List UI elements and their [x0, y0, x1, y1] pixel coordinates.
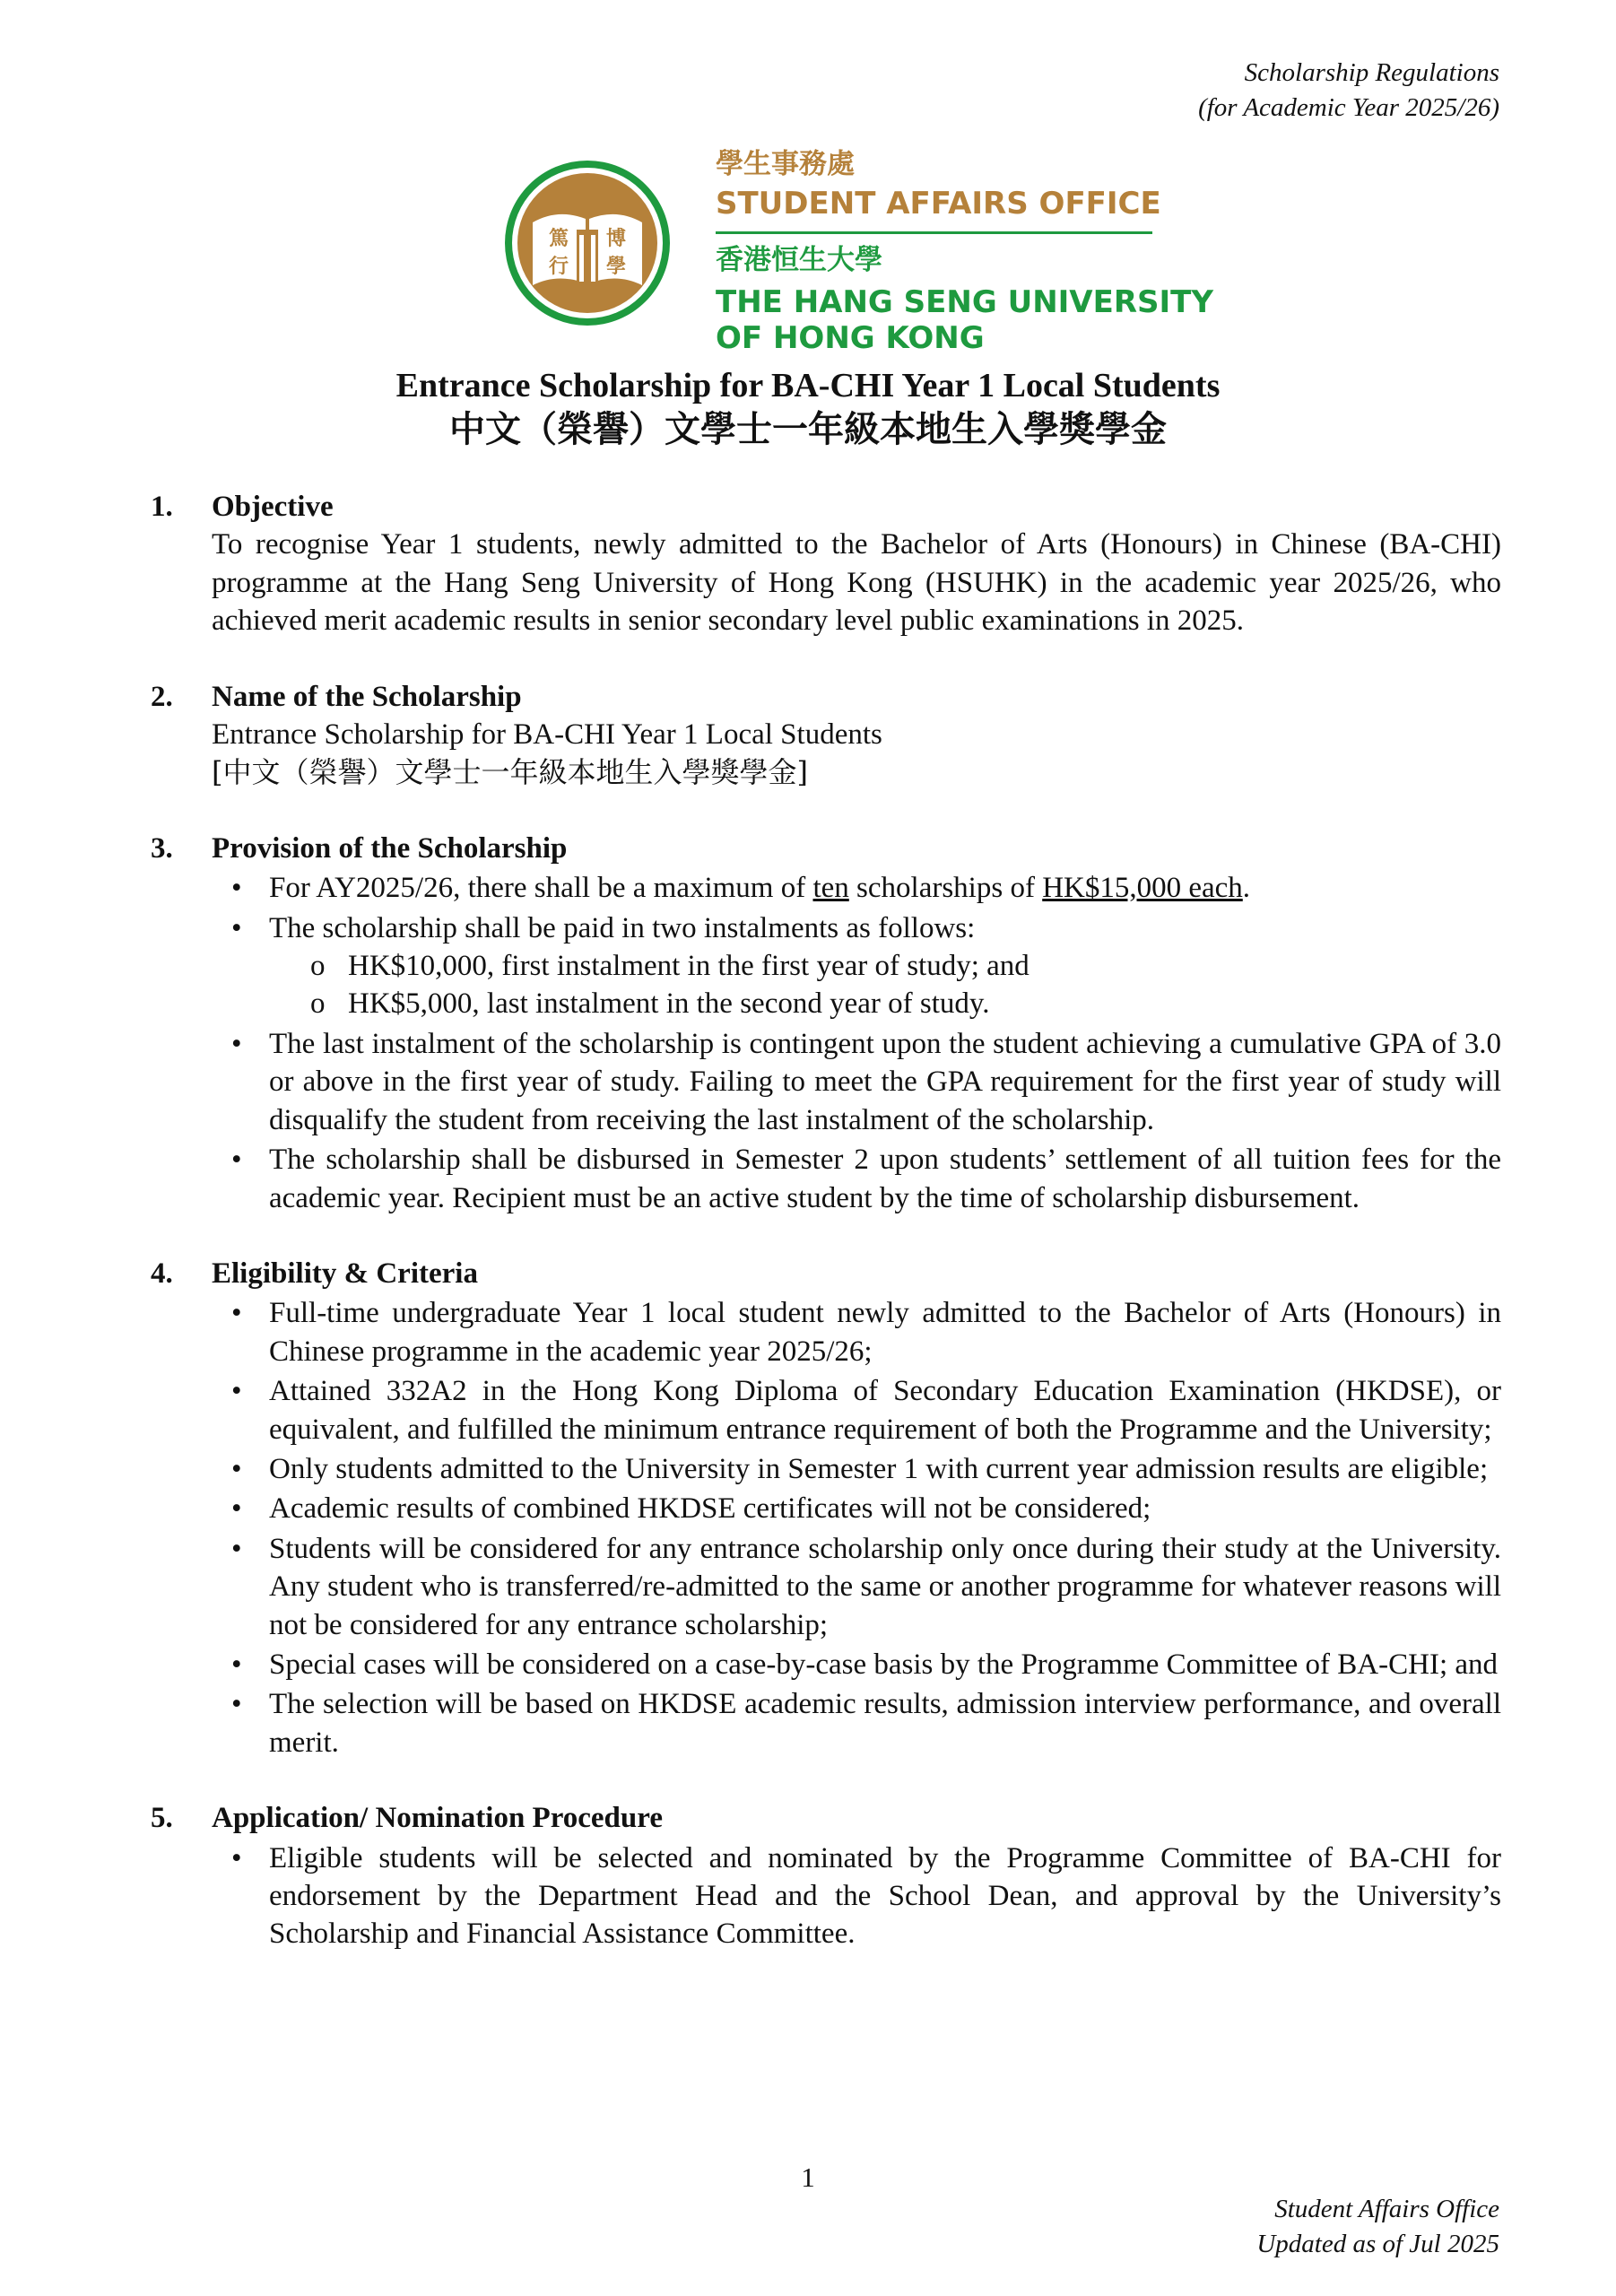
scholarship-count: ten: [812, 872, 849, 905]
list-item: • The last instalment of the scholarship is contingent upon the student achieving a cumulative GPA of 3.0 or above in the first year of study. Failing to meet the GPA requirement for the first year of study will disqualify the student from receiving the last instalment of the scholarship.: [212, 1025, 1501, 1139]
section-heading: Application/ Nomination Procedure: [212, 1802, 663, 1835]
logo-divider: [716, 231, 1152, 234]
document-title-zh: 中文（榮譽）文學士一年級本地生入學獎學金: [449, 409, 1167, 450]
section-application-procedure: [151, 1799, 1501, 1953]
section-scholarship-name: [151, 678, 1501, 792]
list-item: [212, 869, 1501, 907]
header-note: [961, 56, 1499, 126]
list-item: • Eligible students will be selected and nominated by the Programme Committee of BA-CHI for endorsement by the Department Head and the School Dean, and approval by the University’s Scholarship and Financial Assistance Committee.: [212, 1839, 1501, 1953]
section-number: 3.: [151, 831, 173, 865]
list-item: • Special cases will be considered on a case-by-case basis by the Programme Committee of BA-CHI; and: [212, 1646, 1501, 1683]
instalment-item: o HK$10,000, first instalment in the first year of study; and: [269, 947, 1501, 985]
office-name-en: STUDENT AFFAIRS OFFICE: [716, 186, 1161, 222]
seal-char-2: 博: [605, 228, 627, 250]
document-title: Entrance Scholarship for BA-CHI Year 1 Local Students: [395, 367, 1221, 404]
seal-char-3: 行: [548, 256, 569, 278]
section-heading: Name of the Scholarship: [212, 680, 522, 713]
scholarship-amount: HK$15,000 each: [1042, 872, 1243, 905]
university-seal-icon: [502, 158, 673, 328]
scholarship-name-en: Entrance Scholarship for BA-CHI Year 1 Local Students: [212, 718, 882, 752]
university-name-en-line-1: THE HANG SENG UNIVERSITY: [716, 284, 1213, 320]
provision-list: [212, 869, 1501, 1217]
procedure-list: [212, 1839, 1501, 1953]
logo-wordmark: [716, 148, 1213, 359]
provision-text: For AY2025/26, there shall be a maximum of: [269, 872, 813, 905]
page-number: 1: [801, 2161, 815, 2193]
header-line-1: Scholarship Regulations: [1244, 58, 1499, 87]
list-item: [212, 909, 1501, 1023]
section-number: 5.: [151, 1802, 173, 1835]
provision-text: .: [1242, 872, 1251, 905]
section-eligibility: [151, 1255, 1501, 1761]
footer-line-1: Student Affairs Office: [1274, 2195, 1499, 2223]
list-item: • Full-time undergraduate Year 1 local student newly admitted to the Bachelor of Arts (Honours) in Chinese programme in the academic year 2025/26;: [212, 1294, 1501, 1370]
section-number: 2.: [151, 680, 173, 713]
seal-char-1: 篤: [548, 228, 569, 250]
header-line-2: (for Academic Year 2025/26): [1198, 93, 1499, 122]
instalment-item: o HK$5,000, last instalment in the second year of study.: [269, 985, 1501, 1022]
scholarship-name-zh: [中文（榮譽）文學士一年級本地生入學獎學金]: [212, 755, 808, 790]
list-item: • Attained 332A2 in the Hong Kong Diploma of Secondary Education Examination (HKDSE), or equivalent, and fulfilled the minimum entrance requirement of both the Programme and the University;: [212, 1372, 1501, 1448]
section-paragraph: To recognise Year 1 students, newly admitted to the Bachelor of Arts (Honours) in Chinese (BA-CHI) programme at the Hang Seng University of Hong Kong (HSUHK) in the academic year 2025/26, who achieved merit academic results in senior secondary level public examinations in 2025.: [212, 528, 1501, 638]
university-name-zh: 香港恒生大學: [716, 244, 882, 276]
list-item: • Only students admitted to the University in Semester 1 with current year admission results are eligible;: [212, 1450, 1501, 1488]
footer-note: [961, 2192, 1499, 2262]
university-name-en-line-2: OF HONG KONG: [716, 320, 985, 356]
list-item: • Academic results of combined HKDSE certificates will not be considered;: [212, 1490, 1501, 1527]
list-item: • The scholarship shall be disbursed in Semester 2 upon students’ settlement of all tuition fees for the academic year. Recipient must be an active student by the time of scholarship disbursement.: [212, 1141, 1501, 1217]
eligibility-list: [212, 1294, 1501, 1761]
university-logo: [502, 148, 1213, 356]
section-number: 4.: [151, 1257, 173, 1290]
section-heading: Provision of the Scholarship: [212, 831, 568, 865]
section-number: 1.: [151, 491, 173, 523]
list-item: • Students will be considered for any entrance scholarship only once during their study at the University. Any student who is transferred/re-admitted to the same or another programme for whatever reasons will not be considered for any entrance scholarship;: [212, 1530, 1501, 1644]
instalment-list: [269, 947, 1501, 1023]
document-body: [151, 488, 1501, 1991]
section-provision: [151, 830, 1501, 1217]
section-objective: [151, 488, 1501, 640]
footer-line-2: Updated as of Jul 2025: [1256, 2230, 1499, 2258]
provision-text: scholarships of: [848, 872, 1043, 905]
provision-text: The scholarship shall be paid in two instalments as follows:: [269, 911, 976, 944]
office-name-zh: 學生事務處: [716, 148, 855, 180]
list-item: • The selection will be based on HKDSE academic results, admission interview performance, and overall merit.: [212, 1685, 1501, 1761]
section-heading: Objective: [212, 491, 334, 523]
section-heading: Eligibility & Criteria: [212, 1257, 478, 1290]
seal-char-4: 學: [605, 256, 627, 278]
